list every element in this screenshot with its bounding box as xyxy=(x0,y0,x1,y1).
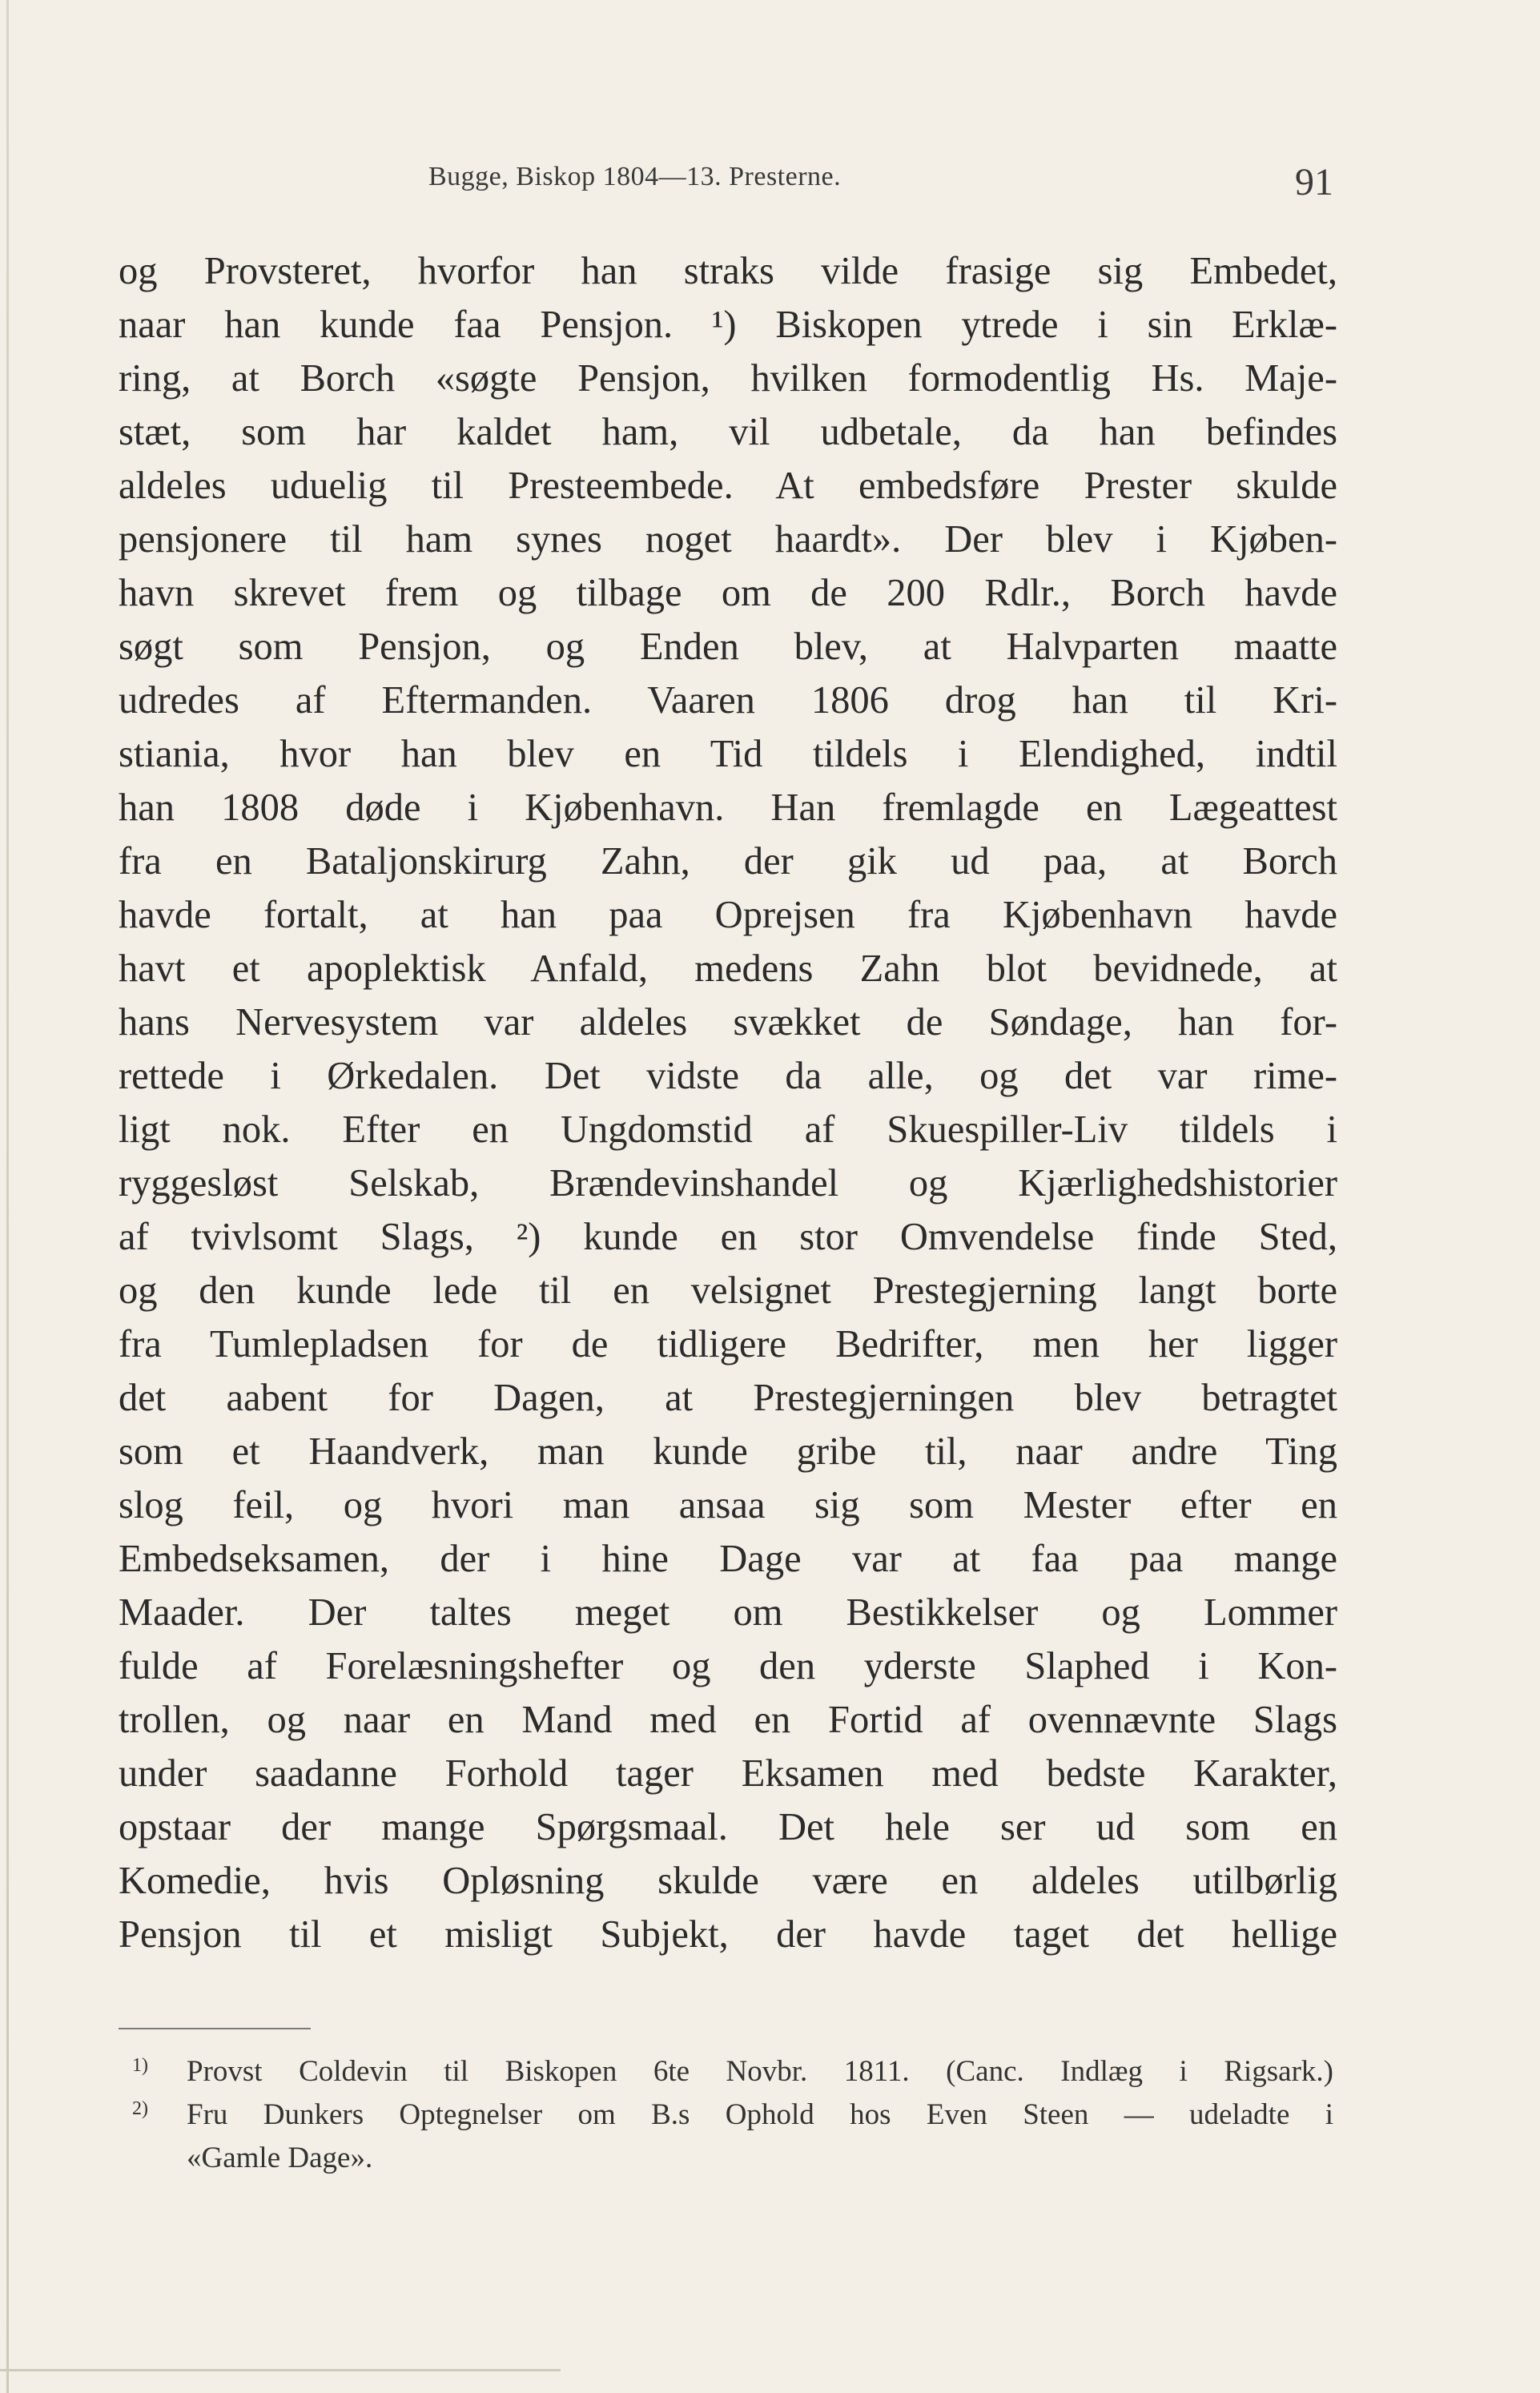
text-line: ryggesløst Selskab, Brændevinshandel og Kjærlighedshistorier xyxy=(119,1162,1337,1205)
text-line: ligt nok. Efter en Ungdomstid af Skuespiller-Liv tildels i xyxy=(119,1108,1337,1151)
text-line: stiania, hvor han blev en Tid tildels i Elendighed, indtil xyxy=(119,733,1337,775)
footnote-text: Provst Coldevin til Biskopen 6te Novbr. 1811. (Canc. Indlæg i Rigsark.) xyxy=(187,2055,1333,2088)
text-line: havt et apoplektisk Anfald, medens Zahn blot bevidnede, at xyxy=(119,947,1337,990)
footnotes xyxy=(132,2050,1333,2180)
text-line: ring, at Borch «søgte Pensjon, hvilken formodentlig Hs. Maje- xyxy=(119,357,1337,400)
text-line: pensjonere til ham synes noget haardt». Der blev i Kjøben- xyxy=(119,518,1337,561)
body-text xyxy=(119,244,1337,1961)
text-line: af tvivlsomt Slags, ²) kunde en stor Omvendelse finde Sted, xyxy=(119,1216,1337,1258)
text-line: trollen, og naar en Mand med en Fortid af ovennævnte Slags xyxy=(119,1699,1337,1741)
footnote-2 xyxy=(132,2093,1333,2137)
text-line: søgt som Pensjon, og Enden blev, at Halvparten maatte xyxy=(119,625,1337,668)
page-edge-shadow xyxy=(6,0,9,2393)
text-line: og Provsteret, hvorfor han straks vilde frasige sig Embedet, xyxy=(119,250,1337,292)
footnote-mark: 2) xyxy=(132,2098,148,2119)
text-line: hans Nervesystem var aldeles svækket de Søndage, han for- xyxy=(119,1001,1337,1044)
text-line: fra en Bataljonskirurg Zahn, der gik ud paa, at Borch xyxy=(119,840,1337,883)
page-number: 91 xyxy=(1295,161,1333,203)
text-line: Maader. Der taltes meget om Bestikkelser og Lommer xyxy=(119,1591,1337,1634)
text-line: udredes af Eftermanden. Vaaren 1806 drog han til Kri- xyxy=(119,679,1337,722)
text-line: slog feil, og hvori man ansaa sig som Mester efter en xyxy=(119,1484,1337,1526)
footnote-mark: 1) xyxy=(132,2055,148,2076)
text-line: og den kunde lede til en velsignet Prestegjerning langt borte xyxy=(119,1269,1337,1312)
footnote-text: Fru Dunkers Optegnelser om B.s Ophold hos Even Steen — udeladte i xyxy=(187,2098,1333,2131)
text-line: aldeles uduelig til Presteembede. At embedsføre Prester skulde xyxy=(119,465,1337,507)
page-bottom-edge xyxy=(0,2369,561,2371)
text-line: opstaar der mange Spørgsmaal. Det hele ser ud som en xyxy=(119,1806,1337,1848)
text-line: han 1808 døde i Kjøbenhavn. Han fremlagde en Lægeattest xyxy=(119,786,1337,829)
text-line: fulde af Forelæsningshefter og den yderste Slaphed i Kon- xyxy=(119,1645,1337,1687)
text-line: naar han kunde faa Pensjon. ¹) Biskopen ytrede i sin Erklæ- xyxy=(119,304,1337,346)
text-line: det aabent for Dagen, at Prestegjerningen blev betragtet xyxy=(119,1377,1337,1419)
text-line: rettede i Ørkedalen. Det vidste da alle, og det var rime- xyxy=(119,1055,1337,1097)
footnote-1 xyxy=(132,2050,1333,2093)
text-line: som et Haandverk, man kunde gribe til, naar andre Ting xyxy=(119,1430,1337,1473)
text-line: havn skrevet frem og tilbage om de 200 Rdlr., Borch havde xyxy=(119,572,1337,614)
footnote-separator xyxy=(119,2028,311,2029)
text-line: Pensjon til et misligt Subjekt, der havde taget det hellige xyxy=(119,1913,1337,1956)
text-line: Embedseksamen, der i hine Dage var at faa paa mange xyxy=(119,1538,1337,1580)
text-line: Komedie, hvis Opløsning skulde være en aldeles utilbørlig xyxy=(119,1860,1337,1902)
running-head: Bugge, Biskop 1804—13. Presterne. xyxy=(428,162,842,191)
page-header xyxy=(428,152,1333,208)
footnote-2-continuation: «Gamle Dage». xyxy=(187,2142,373,2174)
text-line: under saadanne Forhold tager Eksamen med bedste Karakter, xyxy=(119,1752,1337,1795)
text-line: stæt, som har kaldet ham, vil udbetale, da han befindes xyxy=(119,411,1337,453)
text-line: havde fortalt, at han paa Oprejsen fra Kjøbenhavn havde xyxy=(119,894,1337,936)
text-line: fra Tumlepladsen for de tidligere Bedrifter, men her ligger xyxy=(119,1323,1337,1365)
